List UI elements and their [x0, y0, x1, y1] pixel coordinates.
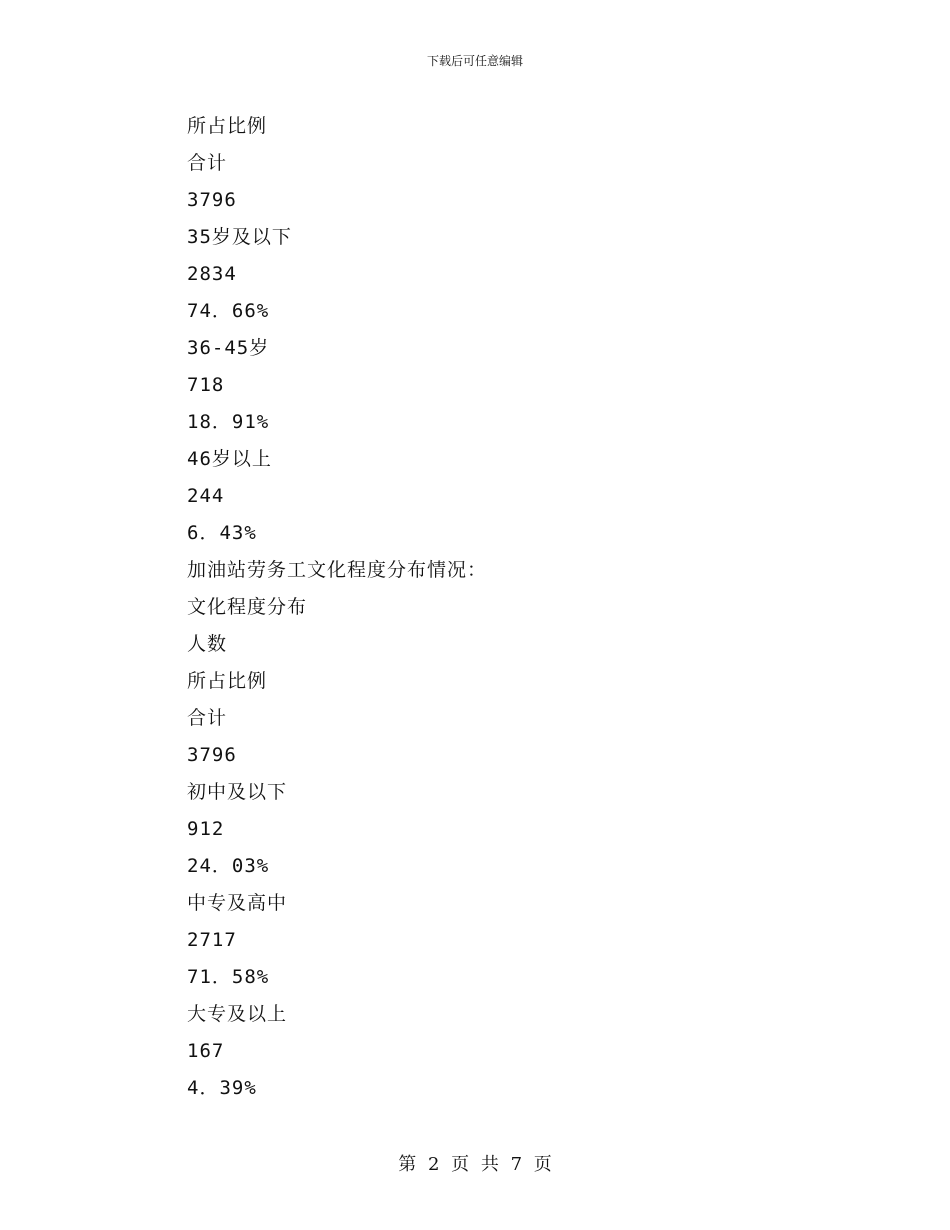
text-line: 24．03% [187, 855, 270, 877]
text-line: 4．39% [187, 1077, 257, 1099]
text-line: 大专及以上 [187, 1003, 288, 1025]
text-line: 74．66% [187, 300, 270, 322]
text-line: 中专及高中 [187, 892, 288, 914]
text-line: 244 [187, 485, 225, 507]
text-line: 3796 [187, 744, 237, 766]
text-line: 文化程度分布 [187, 596, 308, 618]
text-line: 167 [187, 1040, 225, 1062]
text-line: 36-45岁 [187, 337, 270, 359]
text-line: 718 [187, 374, 225, 396]
text-line: 所占比例 [187, 670, 268, 692]
text-line: 合计 [187, 152, 228, 174]
text-line: 71．58% [187, 966, 270, 988]
page-header: 下载后可任意编辑 [426, 54, 523, 68]
page-number: 第 2 页 共 7 页 [398, 1154, 552, 1175]
document-body [187, 108, 807, 1107]
text-line: 合计 [187, 707, 228, 729]
text-line: 18．91% [187, 411, 270, 433]
text-line: 初中及以下 [187, 781, 288, 803]
text-line: 人数 [187, 633, 228, 655]
text-line: 46岁以上 [187, 448, 272, 470]
text-line: 所占比例 [187, 115, 268, 137]
text-line: 2717 [187, 929, 237, 951]
text-line: 912 [187, 818, 225, 840]
text-line: 6．43% [187, 522, 257, 544]
section-heading: 加油站劳务工文化程度分布情况： [187, 559, 488, 581]
text-line: 3796 [187, 189, 237, 211]
text-line: 2834 [187, 263, 237, 285]
text-line: 35岁及以下 [187, 226, 292, 248]
